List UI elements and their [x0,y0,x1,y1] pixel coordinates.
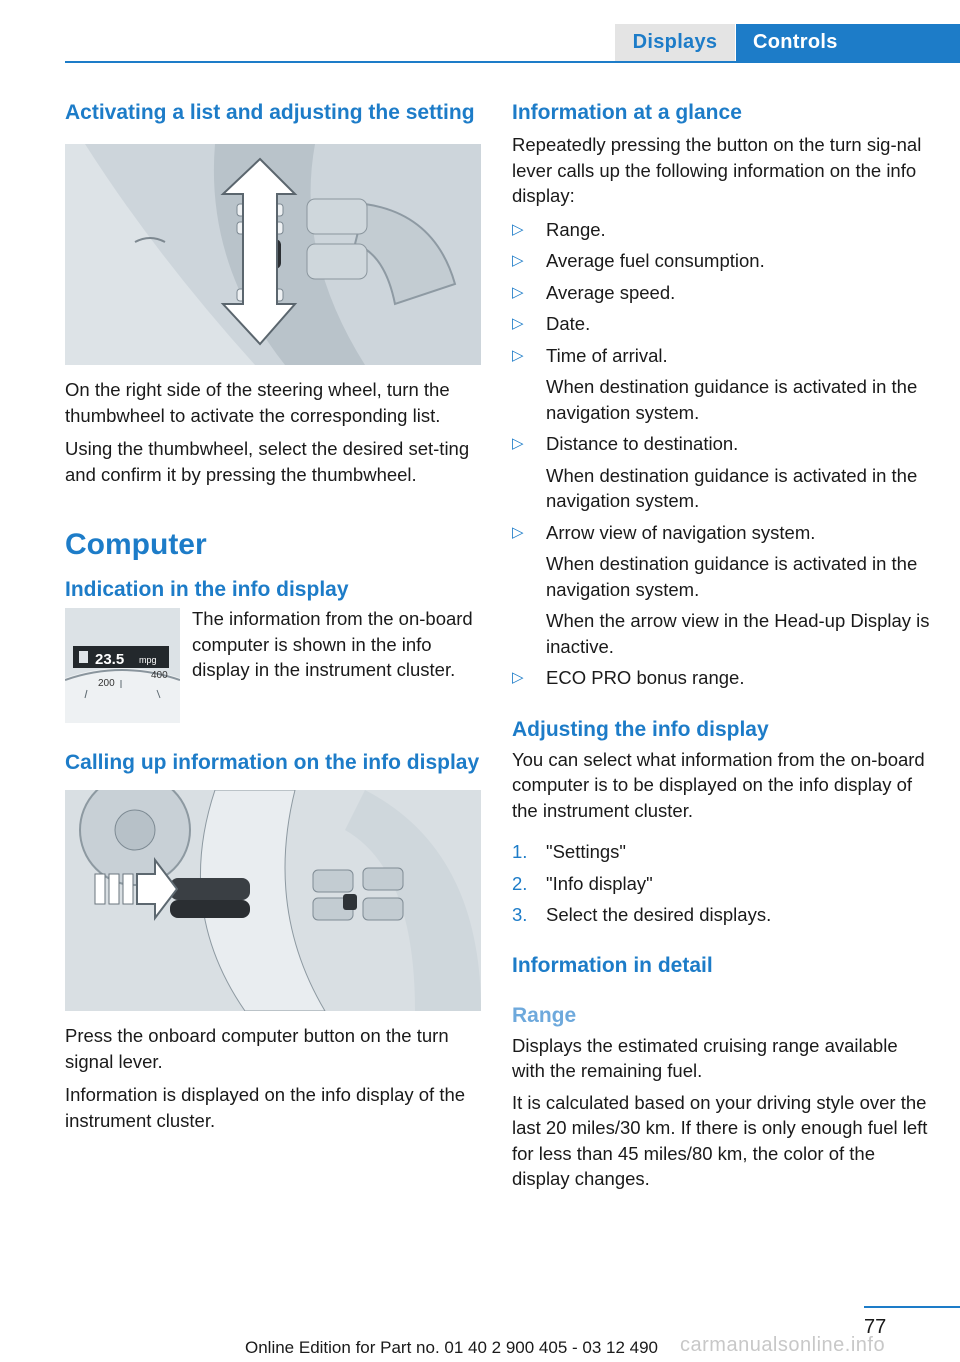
triangle-bullet-icon: ▷ [512,220,524,238]
header-chapter-tab[interactable]: Controls [736,24,960,61]
turn-signal-lever-figure [65,790,481,1011]
paragraph-glance: Repeatedly pressing the button on the turn sig‐nal lever calls up the following information on the info display: [512,134,922,206]
paragraph-thumbwheel-2: Using the thumbwheel, select the desired set‐ting and confirm it by pressing the thumbwheel. [65,438,470,485]
glance-item-text: Time of arrival. [546,344,668,366]
header-rule [65,61,960,63]
paragraph-adjusting: You can select what information from the on‐board computer is to be displayed on the info display of the instrument cluster. [512,748,925,821]
header-section-tab[interactable]: Displays [615,24,735,61]
paragraph-calling-2: Information is displayed on the info display of the instrument cluster. [65,1084,466,1131]
glance-item-text: Date. [546,313,591,334]
step-item [512,839,932,865]
glance-item-text: Arrow view of navigation system. [546,521,816,543]
display-value: 23.5 [95,651,125,668]
step-text: Select the desired displays. [546,904,772,925]
triangle-bullet-icon: ▷ [512,283,524,301]
glance-list-item [512,217,932,243]
display-scale-2: 400 [151,670,168,681]
step-item [512,871,932,897]
glance-item-text: Range. [546,218,606,240]
step-number: 3. [512,904,528,925]
triangle-bullet-icon: ▷ [512,523,524,541]
triangle-bullet-icon: ▷ [512,669,524,686]
display-scale-1: 200 [98,678,115,689]
display-unit: mpg [139,655,157,665]
paragraph-range-1: Displays the estimated cruising range available with the remaining fuel. [512,1034,898,1081]
triangle-bullet-icon: ▷ [512,252,524,269]
heading-range: Range [512,1003,577,1027]
watermark: carmanualsonline.info [680,1334,886,1356]
glance-item-text: Average fuel consumption. [546,250,765,271]
heading-info-glance: Information at a glance [512,101,742,124]
heading-adjusting-display: Adjusting the info display [512,717,769,741]
indication-block [65,606,481,726]
step-number: 2. [512,872,528,894]
heading-calling-up: Calling up information on the info display [65,751,480,774]
glance-list-item [512,280,932,306]
paragraph-thumbwheel-1: On the right side of the steering wheel, turn the thumbwheel to activate the corresponding list. [65,379,450,426]
steps-list [512,839,932,928]
heading-indication: Indication in the info display [65,578,349,601]
thumbwheel-illustration [65,144,481,365]
glance-list [512,217,932,691]
glance-list-item [512,248,932,274]
glance-item-note: When the arrow view in the Head-up Display is inactive. [546,610,930,657]
heading-info-detail: Information in detail [512,953,713,977]
heading-activating-list: Activating a list and adjusting the setting [65,101,475,124]
glance-list-item [512,665,932,691]
paragraph-indication: The information from the on‐board computer is shown in the info display in the instrument cluster. [192,608,473,680]
glance-list-item [512,520,932,660]
page-number: 77 [864,1316,887,1338]
info-display-illustration [65,608,180,723]
steering-wheel-thumbwheel-figure [65,144,481,365]
glance-item-text: Average speed. [546,281,676,303]
right-column [512,100,932,1192]
glance-item-note: When destination guidance is activated in the navigation system. [546,553,918,600]
glance-list-item [512,343,932,426]
left-column [65,100,481,1133]
edition-note: Online Edition for Part no. 01 40 2 900 405 - 03 12 490 [245,1338,659,1357]
step-number: 1. [512,841,528,862]
glance-item-note: When destination guidance is activated in the navigation system. [546,376,918,423]
info-display-figure [65,608,180,723]
paragraph-calling-1: Press the onboard computer button on the turn signal lever. [65,1025,449,1072]
step-text: "Info display" [546,872,653,894]
glance-list-item [512,311,932,337]
triangle-bullet-icon: ▷ [512,346,524,364]
glance-list-item [512,431,932,514]
triangle-bullet-icon: ▷ [512,435,524,452]
paragraph-range-2: It is calculated based on your driving style over the last 20 miles/30 km. If there is only enough fuel left for less than 45 miles/80 km, the color of the display changes. [512,1091,928,1189]
glance-item-note: When destination guidance is activated in the navigation system. [546,464,918,511]
step-text: "Settings" [546,841,626,862]
step-item [512,902,932,928]
footer-rule [864,1306,960,1308]
turn-signal-illustration [65,790,481,1011]
glance-item-text: ECO PRO bonus range. [546,667,745,688]
triangle-bullet-icon: ▷ [512,315,524,332]
glance-item-text: Distance to destination. [546,433,739,454]
heading-computer: Computer [65,528,207,561]
